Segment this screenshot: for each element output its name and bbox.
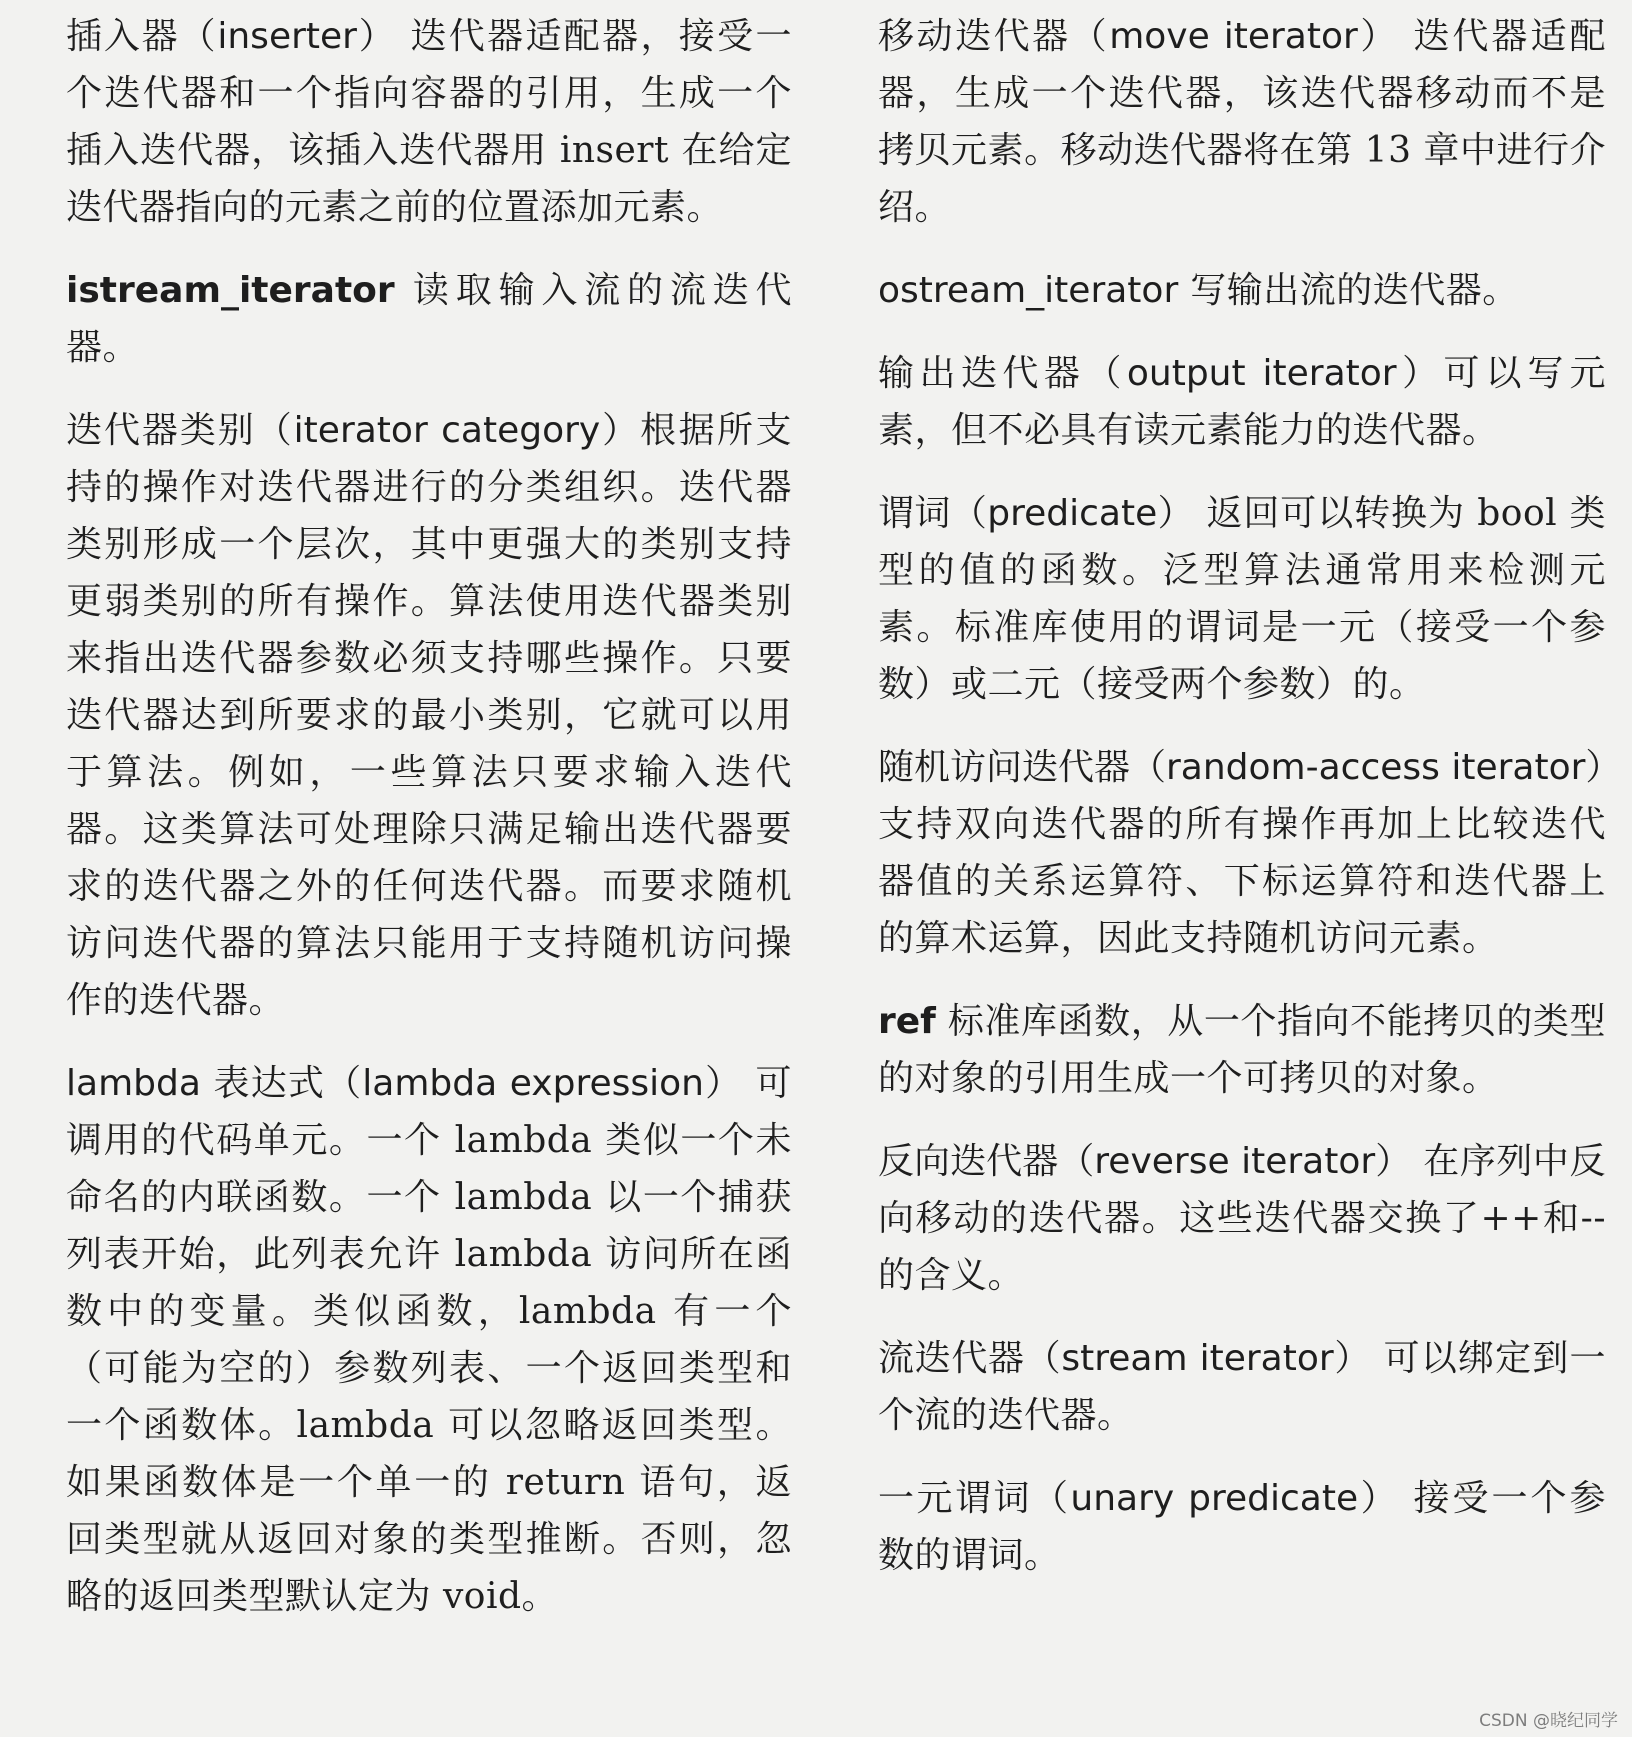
term-random-access-iterator: 随机访问迭代器（random-access iterator） [878, 747, 1622, 788]
definition-output-iterator: 可以写元素，但不必具有读元素能力的迭代器。 [878, 353, 1606, 451]
glossary-entry-lambda-expression [66, 1055, 792, 1625]
glossary-entry-ostream-iterator [878, 262, 1606, 319]
term-stream-iterator: 流迭代器（stream iterator） [878, 1338, 1372, 1379]
definition-iterator-category: 根据所支持的操作对迭代器进行的分类组织。迭代器类别形成一个层次，其中更强大的类别支持更弱类别的所有操作。算法使用迭代器类别来指出迭代器参数必须支持哪些操作。只要迭代器达到所要求的最小类别，它就可以用于算法。例如，一些算法只要求输入迭代器。这类算法可处理除只满足输出迭代器要求的迭代器之外的任何迭代器。而要求随机访问迭代器的算法只能用于支持随机访问操作的迭代器。 [66, 410, 792, 1021]
glossary-entry-iterator-category [66, 402, 792, 1029]
term-unary-predicate: 一元谓词（unary predicate） [878, 1478, 1400, 1519]
glossary-entry-stream-iterator [878, 1330, 1606, 1444]
glossary-entry-ref [878, 993, 1606, 1107]
term-inserter: 插入器（inserter） [66, 16, 397, 57]
definition-lambda-expression: 可调用的代码单元。一个 lambda 类似一个未命名的内联函数。一个 lambda 以一个捕获列表开始，此列表允许 lambda 访问所在函数中的变量。类似函数，lambda 有一个（可能为空的）参数列表、一个返回类型和一个函数体。lambda 可以忽略返回类型。如果函数体是一个单一的 return 语句，返回类型就从返回对象的类型推断。否则，忽略的返回类型默认定为 void。 [66, 1063, 792, 1617]
csdn-watermark: CSDN @晓纪同学 [1479, 1711, 1618, 1731]
definition-unary-predicate: 接受一个参数的谓词。 [878, 1478, 1606, 1576]
glossary-entry-predicate [878, 485, 1606, 713]
definition-inserter: 迭代器适配器，接受一个迭代器和一个指向容器的引用，生成一个插入迭代器，该插入迭代器用 insert 在给定迭代器指向的元素之前的位置添加元素。 [66, 16, 792, 228]
glossary-entry-move-iterator [878, 8, 1606, 236]
right-column [878, 8, 1622, 1610]
term-lambda-expression: lambda 表达式（lambda expression） [66, 1063, 743, 1104]
definition-predicate: 返回可以转换为 bool 类型的值的函数。泛型算法通常用来检测元素。标准库使用的谓词是一元（接受一个参数）或二元（接受两个参数）的。 [878, 493, 1606, 705]
glossary-entry-istream-iterator [66, 262, 792, 376]
definition-ostream-iterator: 写输出流的迭代器。 [1178, 270, 1519, 311]
definition-stream-iterator: 可以绑定到一个流的迭代器。 [878, 1338, 1606, 1436]
definition-reverse-iterator: 在序列中反向移动的迭代器。这些迭代器交换了++和--的含义。 [878, 1141, 1606, 1296]
term-move-iterator: 移动迭代器（move iterator） [878, 16, 1399, 57]
glossary-entry-random-access-iterator [878, 739, 1622, 967]
definition-istream-iterator: 读取输入流的流迭代器。 [66, 270, 792, 368]
definition-ref: 标准库函数，从一个指向不能拷贝的类型的对象的引用生成一个可拷贝的对象。 [878, 1001, 1606, 1099]
definition-random-access-iterator: 支持双向迭代器的所有操作再加上比较迭代器值的关系运算符、下标运算符和迭代器上的算术运算，因此支持随机访问元素。 [878, 804, 1606, 959]
glossary-entry-output-iterator [878, 345, 1606, 459]
term-reverse-iterator: 反向迭代器（reverse iterator） [878, 1141, 1412, 1182]
term-predicate: 谓词（predicate） [878, 493, 1195, 534]
term-istream-iterator: istream_iterator [66, 270, 395, 311]
term-iterator-category: 迭代器类别（iterator category） [66, 410, 641, 451]
glossary-entry-inserter [66, 8, 792, 236]
term-ostream-iterator: ostream_iterator [878, 270, 1179, 311]
glossary-entry-reverse-iterator [878, 1133, 1606, 1304]
term-output-iterator: 输出迭代器（output iterator） [878, 353, 1444, 394]
term-ref: ref [878, 1001, 936, 1042]
definition-move-iterator: 迭代器适配器，生成一个迭代器，该迭代器移动而不是拷贝元素。移动迭代器将在第 13 章中进行介绍。 [878, 16, 1606, 228]
glossary-entry-unary-predicate [878, 1470, 1606, 1584]
left-column [66, 8, 792, 1651]
